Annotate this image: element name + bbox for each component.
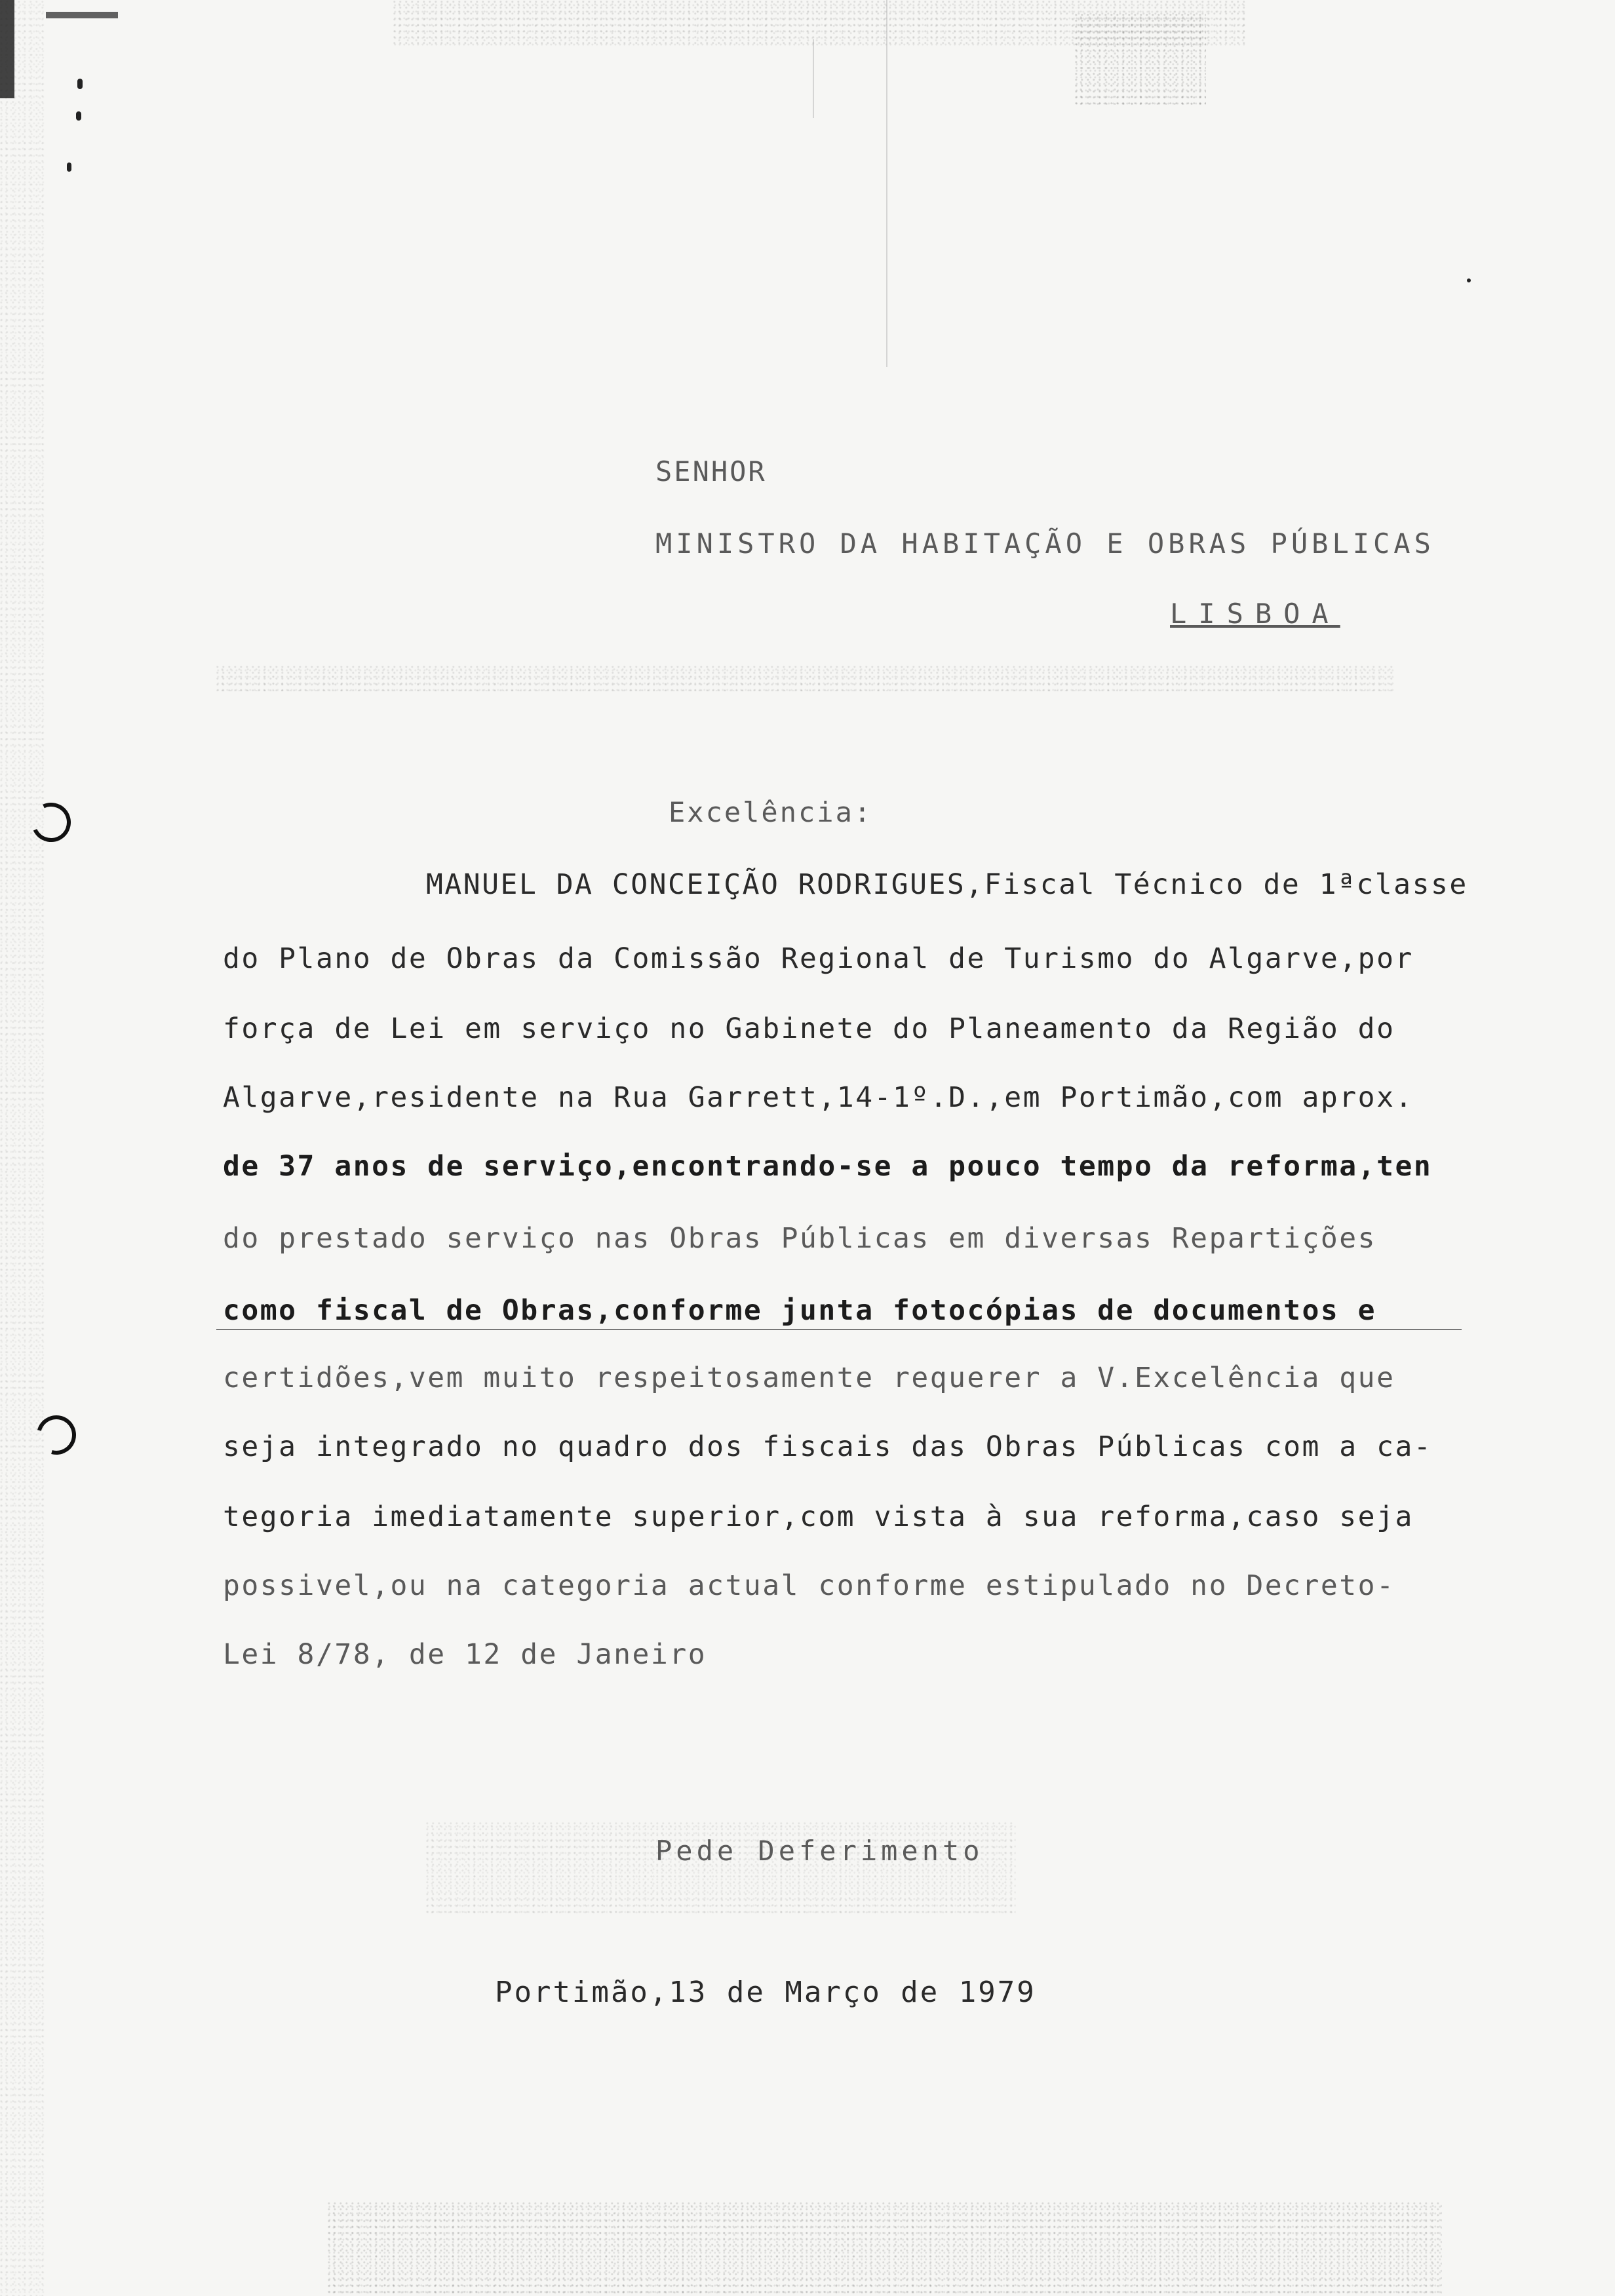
body-line: possivel,ou na categoria actual conforme estipulado no Decreto- (223, 1569, 1395, 1602)
dot-mark (76, 111, 81, 121)
body-line: Algarve,residente na Rua Garrett,14-1º.D.,em Portimão,com aprox. (223, 1081, 1414, 1114)
body-line: do prestado serviço nas Obras Públicas em diversas Repartições (223, 1222, 1377, 1255)
scan-noise-top-right (1075, 13, 1206, 105)
salutation: Excelência: (669, 796, 873, 828)
scan-noise-band (216, 665, 1396, 691)
scan-artifact-line (813, 39, 814, 118)
scan-rule (216, 1329, 1462, 1330)
body-line: Lei 8/78, de 12 de Janeiro (223, 1638, 707, 1671)
body-line: certidões,vem muito respeitosamente requerer a V.Excelência que (223, 1362, 1395, 1394)
body-line: de 37 anos de serviço,encontrando-se a pouco tempo da reforma,ten (223, 1150, 1433, 1183)
address-city: LISBOA (1170, 598, 1340, 630)
scan-noise-left-edge (0, 0, 46, 2296)
corner-mark (46, 12, 118, 18)
dot-mark (77, 79, 83, 89)
body-line: seja integrado no quadro dos fiscais das Obras Públicas com a ca- (223, 1430, 1433, 1463)
date-line: Portimão,13 de Março de 1979 (495, 1976, 1036, 2009)
address-line-1: SENHOR (655, 455, 767, 488)
scan-noise-bottom (328, 2202, 1442, 2296)
dot-mark (67, 163, 71, 172)
body-line: como fiscal de Obras,conforme junta fotocópias de documentos e (223, 1294, 1377, 1327)
staple-mark (0, 0, 14, 98)
body-line: MANUEL DA CONCEIÇÃO RODRIGUES,Fiscal Técnico de 1ªclasse (426, 868, 1468, 901)
dot-mark (1467, 278, 1471, 282)
body-line: força de Lei em serviço no Gabinete do Planeamento da Região do (223, 1012, 1395, 1045)
body-line: do Plano de Obras da Comissão Regional de Turismo do Algarve,por (223, 942, 1414, 975)
fold-line (886, 0, 887, 367)
closing-line: Pede Deferimento (655, 1835, 984, 1867)
address-line-2: MINISTRO DA HABITAÇÃO E OBRAS PÚBLICAS (655, 527, 1435, 560)
body-line: tegoria imediatamente superior,com vista à sua reforma,caso seja (223, 1501, 1414, 1533)
